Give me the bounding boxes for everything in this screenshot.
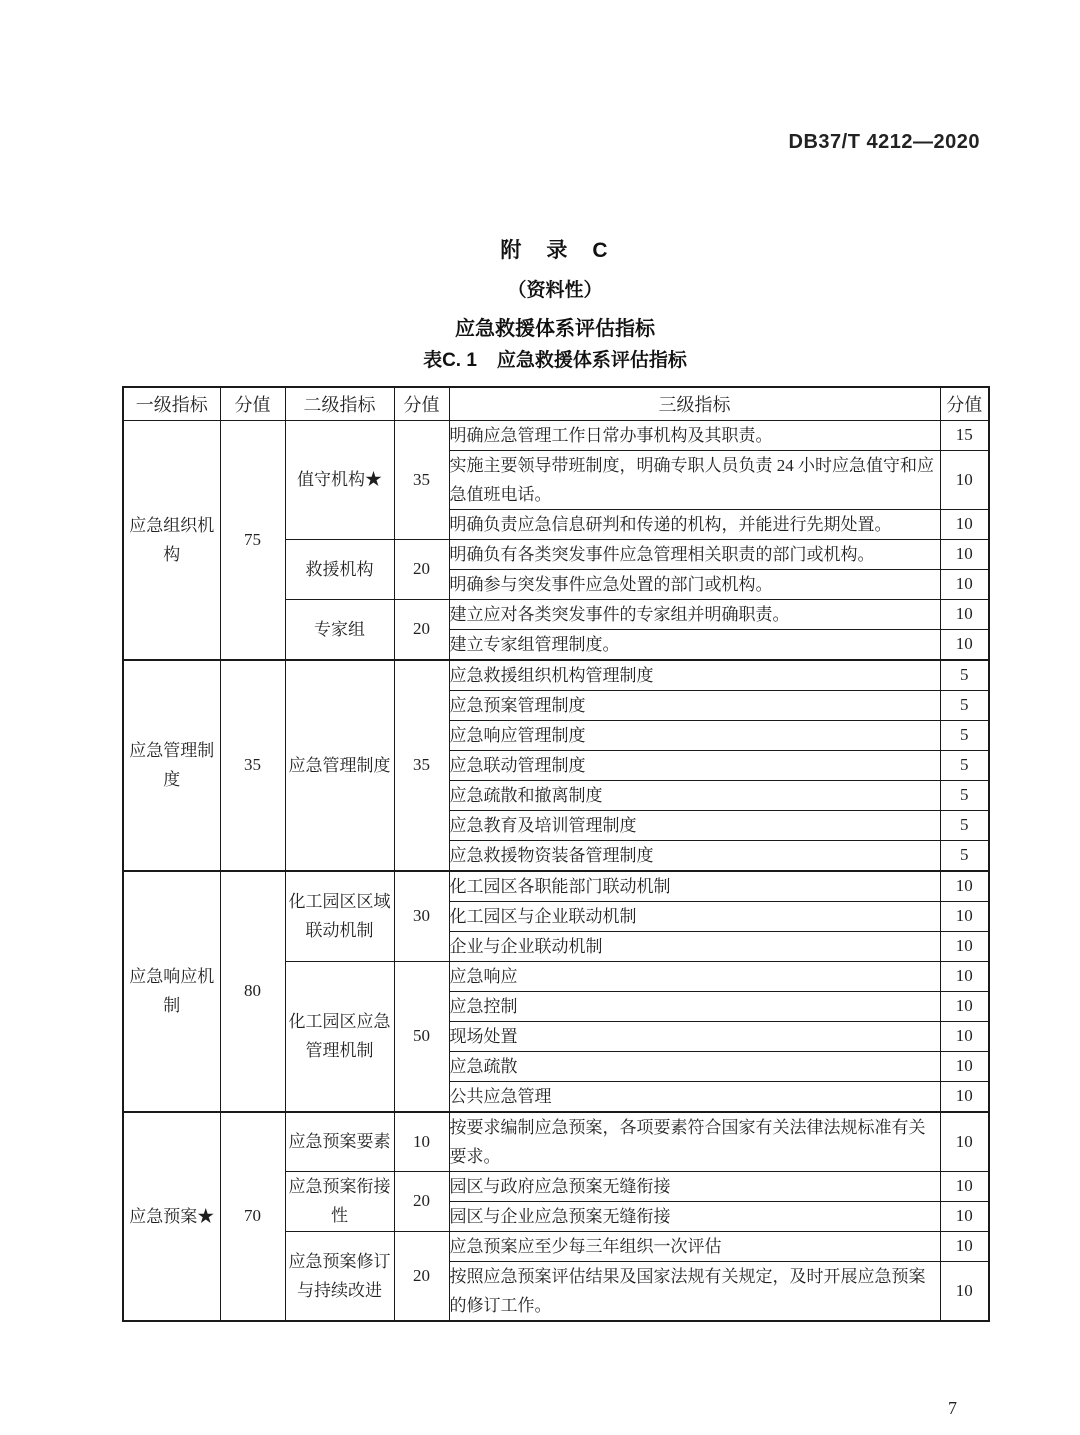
level3-score-cell: 10	[940, 1051, 989, 1081]
level3-cell: 应急控制	[449, 991, 940, 1021]
level1-cell: 应急管理制度	[123, 660, 220, 871]
appendix-title: 应急救援体系评估指标	[455, 318, 655, 340]
level3-cell: 应急救援组织机构管理制度	[449, 660, 940, 691]
level3-cell: 建立专家组管理制度。	[449, 629, 940, 660]
level1-score-cell: 70	[220, 1112, 285, 1321]
level3-score-cell: 10	[940, 931, 989, 961]
level2-score-cell: 50	[394, 961, 449, 1112]
header-score-1: 分值	[220, 387, 285, 420]
table-caption-number: 表C. 1	[423, 350, 477, 371]
level3-cell: 公共应急管理	[449, 1081, 940, 1112]
level3-score-cell: 10	[940, 1112, 989, 1172]
header-level2-indicator: 二级指标	[285, 387, 394, 420]
level3-score-cell: 10	[940, 539, 989, 569]
level3-score-cell: 10	[940, 1231, 989, 1261]
level3-cell: 实施主要领导带班制度，明确专职人员负责 24 小时应急值守和应急值班电话。	[449, 450, 940, 509]
level3-cell: 应急预案管理制度	[449, 690, 940, 720]
level3-cell: 园区与企业应急预案无缝衔接	[449, 1201, 940, 1231]
level2-score-cell: 20	[394, 1171, 449, 1231]
level3-score-cell: 10	[940, 1261, 989, 1321]
level3-cell: 建立应对各类突发事件的专家组并明确职责。	[449, 599, 940, 629]
level1-cell: 应急响应机制	[123, 871, 220, 1112]
level2-score-cell: 10	[394, 1112, 449, 1172]
level1-score-cell: 35	[220, 660, 285, 871]
level2-score-cell: 20	[394, 539, 449, 599]
doc-number: DB37/T 4212—2020	[788, 131, 980, 153]
level3-score-cell: 10	[940, 599, 989, 629]
level3-score-cell: 5	[940, 660, 989, 691]
level2-score-cell: 30	[394, 871, 449, 962]
level3-score-cell: 5	[940, 750, 989, 780]
level2-cell: 化工园区区域联动机制	[285, 871, 394, 962]
level3-cell: 化工园区与企业联动机制	[449, 901, 940, 931]
level3-score-cell: 10	[940, 871, 989, 902]
level2-cell: 值守机构★	[285, 420, 394, 539]
level3-score-cell: 10	[940, 991, 989, 1021]
level3-cell: 应急响应管理制度	[449, 720, 940, 750]
level2-score-cell: 35	[394, 420, 449, 539]
level3-cell: 企业与企业联动机制	[449, 931, 940, 961]
level3-cell: 按照应急预案评估结果及国家法规有关规定，及时开展应急预案的修订工作。	[449, 1261, 940, 1321]
level3-score-cell: 5	[940, 690, 989, 720]
level2-cell: 应急管理制度	[285, 660, 394, 871]
level3-cell: 明确应急管理工作日常办事机构及其职责。	[449, 420, 940, 450]
level3-score-cell: 10	[940, 901, 989, 931]
level3-score-cell: 10	[940, 509, 989, 539]
level2-cell: 救援机构	[285, 539, 394, 599]
level3-score-cell: 10	[940, 1081, 989, 1112]
appendix-type: （资料性）	[507, 280, 603, 301]
level3-score-cell: 5	[940, 720, 989, 750]
table-row	[123, 420, 989, 450]
level2-cell: 专家组	[285, 599, 394, 660]
level3-cell: 应急响应	[449, 961, 940, 991]
level3-score-cell: 5	[940, 780, 989, 810]
level3-cell: 应急联动管理制度	[449, 750, 940, 780]
level3-score-cell: 10	[940, 569, 989, 599]
header-level3-indicator: 三级指标	[449, 387, 940, 420]
table-header-row	[123, 387, 989, 420]
level3-cell: 现场处置	[449, 1021, 940, 1051]
level3-cell: 按要求编制应急预案，各项要素符合国家有关法律法规标准有关要求。	[449, 1112, 940, 1172]
level2-score-cell: 20	[394, 1231, 449, 1321]
appendix-heading-block	[122, 234, 988, 341]
level3-score-cell: 10	[940, 1171, 989, 1201]
header-score-2: 分值	[394, 387, 449, 420]
appendix-heading: 附 录 C	[500, 239, 610, 262]
level3-cell: 应急疏散	[449, 1051, 940, 1081]
table-row	[123, 660, 989, 691]
level3-cell: 应急预案应至少每三年组织一次评估	[449, 1231, 940, 1261]
level2-score-cell: 20	[394, 599, 449, 660]
level1-score-cell: 75	[220, 420, 285, 660]
header-score-3: 分值	[940, 387, 989, 420]
level3-score-cell: 10	[940, 961, 989, 991]
level3-cell: 园区与政府应急预案无缝衔接	[449, 1171, 940, 1201]
evaluation-table	[122, 386, 990, 1322]
table-row	[123, 871, 989, 902]
level2-cell: 应急预案衔接性	[285, 1171, 394, 1231]
level1-cell: 应急预案★	[123, 1112, 220, 1321]
level1-score-cell: 80	[220, 871, 285, 1112]
level3-cell: 化工园区各职能部门联动机制	[449, 871, 940, 902]
table-caption	[122, 345, 988, 372]
level3-score-cell: 5	[940, 840, 989, 871]
level3-score-cell: 5	[940, 810, 989, 840]
level3-cell: 应急疏散和撤离制度	[449, 780, 940, 810]
page-number: 7	[948, 1398, 957, 1418]
level2-cell: 应急预案修订与持续改进	[285, 1231, 394, 1321]
level3-cell: 明确负责应急信息研判和传递的机构，并能进行先期处置。	[449, 509, 940, 539]
level3-score-cell: 10	[940, 629, 989, 660]
level3-score-cell: 10	[940, 1021, 989, 1051]
level3-cell: 明确参与突发事件应急处置的部门或机构。	[449, 569, 940, 599]
level3-score-cell: 10	[940, 450, 989, 509]
level3-cell: 应急教育及培训管理制度	[449, 810, 940, 840]
table-caption-title: 应急救援体系评估指标	[496, 350, 687, 371]
level2-cell: 应急预案要素	[285, 1112, 394, 1172]
level3-cell: 应急救援物资装备管理制度	[449, 840, 940, 871]
level2-score-cell: 35	[394, 660, 449, 871]
level3-score-cell: 10	[940, 1201, 989, 1231]
level3-score-cell: 15	[940, 420, 989, 450]
level2-cell: 化工园区应急管理机制	[285, 961, 394, 1112]
level1-cell: 应急组织机构	[123, 420, 220, 660]
header-level1-indicator: 一级指标	[123, 387, 220, 420]
level3-cell: 明确负有各类突发事件应急管理相关职责的部门或机构。	[449, 539, 940, 569]
table-row	[123, 1112, 989, 1172]
